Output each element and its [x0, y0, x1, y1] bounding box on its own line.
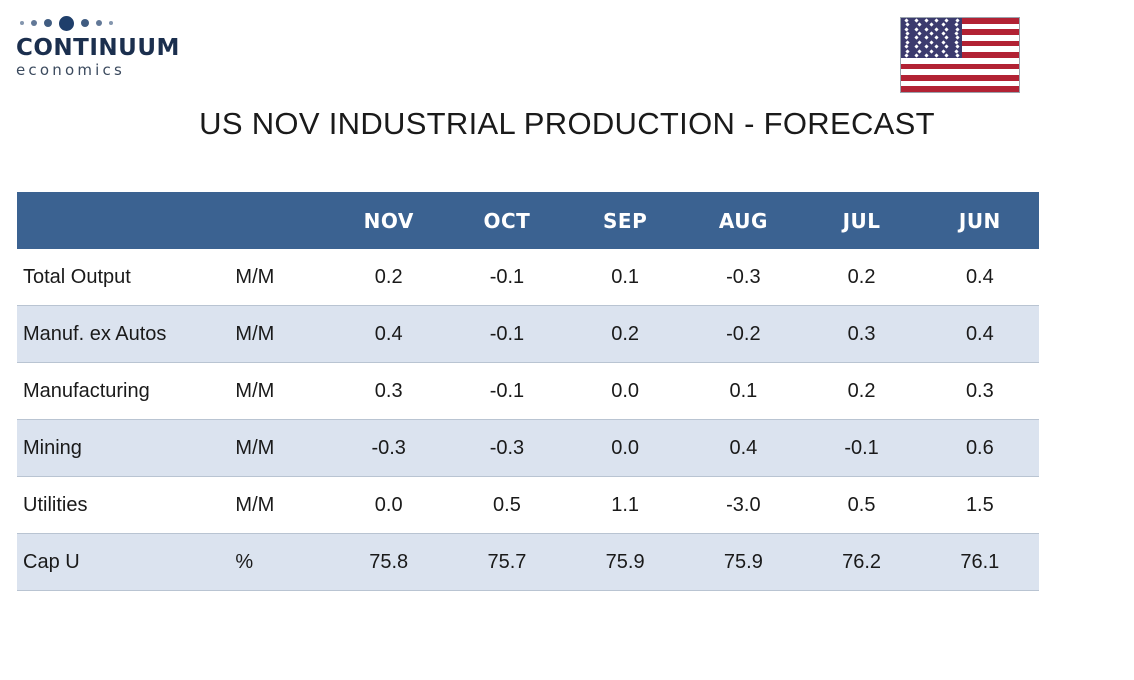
us-flag-icon	[900, 17, 1020, 93]
brand-name: CONTINUUM	[16, 35, 180, 61]
cell-aug: -0.3	[684, 249, 802, 306]
cell-jul: 76.2	[802, 534, 920, 591]
column-header-jun: JUN	[921, 192, 1039, 249]
cell-nov: -0.3	[330, 420, 448, 477]
continuum-dots-logo	[16, 12, 246, 34]
table-header	[17, 192, 1039, 249]
row-label: Manuf. ex Autos	[17, 306, 229, 363]
cell-jul: 0.3	[802, 306, 920, 363]
cell-jun: 0.3	[921, 363, 1039, 420]
cell-oct: 75.7	[448, 534, 566, 591]
cell-jun: 0.4	[921, 306, 1039, 363]
logo-dot	[81, 19, 89, 27]
column-header-jul: JUL	[802, 192, 920, 249]
cell-sep: 1.1	[566, 477, 684, 534]
logo-dot	[96, 20, 102, 26]
column-header-sep: SEP	[566, 192, 684, 249]
row-label: Total Output	[17, 249, 229, 306]
cell-jun: 1.5	[921, 477, 1039, 534]
cell-nov: 0.0	[330, 477, 448, 534]
cell-oct: -0.3	[448, 420, 566, 477]
flag-canton	[901, 18, 962, 58]
cell-oct: -0.1	[448, 249, 566, 306]
cell-jul: 0.5	[802, 477, 920, 534]
logo-dot	[20, 21, 24, 25]
logo-dot	[59, 16, 74, 31]
cell-jun: 0.4	[921, 249, 1039, 306]
column-header-oct: OCT	[448, 192, 566, 249]
table-row	[17, 249, 1039, 306]
row-label: Cap U	[17, 534, 229, 591]
row-unit: M/M	[229, 306, 329, 363]
brand-subtitle: economics	[16, 61, 125, 80]
brand-logo	[16, 12, 246, 79]
logo-dot	[109, 21, 113, 25]
cell-jun: 0.6	[921, 420, 1039, 477]
cell-jul: 0.2	[802, 249, 920, 306]
row-unit: M/M	[229, 420, 329, 477]
cell-aug: 75.9	[684, 534, 802, 591]
row-label: Utilities	[17, 477, 229, 534]
cell-jul: 0.2	[802, 363, 920, 420]
column-header-aug: AUG	[684, 192, 802, 249]
cell-oct: -0.1	[448, 306, 566, 363]
cell-aug: 0.1	[684, 363, 802, 420]
page-title: US NOV INDUSTRIAL PRODUCTION - FORECAST	[199, 106, 935, 141]
cell-nov: 0.4	[330, 306, 448, 363]
cell-sep: 0.1	[566, 249, 684, 306]
forecast-table	[17, 192, 1039, 591]
cell-nov: 0.3	[330, 363, 448, 420]
table-header-row	[17, 192, 1039, 249]
table-row	[17, 363, 1039, 420]
table-body	[17, 249, 1039, 591]
cell-jul: -0.1	[802, 420, 920, 477]
row-unit: %	[229, 534, 329, 591]
cell-aug: -3.0	[684, 477, 802, 534]
column-header-metric	[17, 192, 229, 249]
cell-sep: 0.2	[566, 306, 684, 363]
cell-sep: 0.0	[566, 363, 684, 420]
column-header-nov: NOV	[330, 192, 448, 249]
column-header-unit	[229, 192, 329, 249]
table-row	[17, 477, 1039, 534]
row-unit: M/M	[229, 363, 329, 420]
logo-dot	[31, 20, 37, 26]
table-row	[17, 534, 1039, 591]
cell-jun: 76.1	[921, 534, 1039, 591]
row-unit: M/M	[229, 249, 329, 306]
cell-nov: 75.8	[330, 534, 448, 591]
cell-aug: -0.2	[684, 306, 802, 363]
row-label: Manufacturing	[17, 363, 229, 420]
cell-aug: 0.4	[684, 420, 802, 477]
cell-sep: 0.0	[566, 420, 684, 477]
forecast-table-container	[17, 192, 1039, 591]
cell-nov: 0.2	[330, 249, 448, 306]
cell-oct: -0.1	[448, 363, 566, 420]
row-unit: M/M	[229, 477, 329, 534]
cell-sep: 75.9	[566, 534, 684, 591]
table-row	[17, 306, 1039, 363]
row-label: Mining	[17, 420, 229, 477]
cell-oct: 0.5	[448, 477, 566, 534]
logo-dot	[44, 19, 52, 27]
table-row	[17, 420, 1039, 477]
